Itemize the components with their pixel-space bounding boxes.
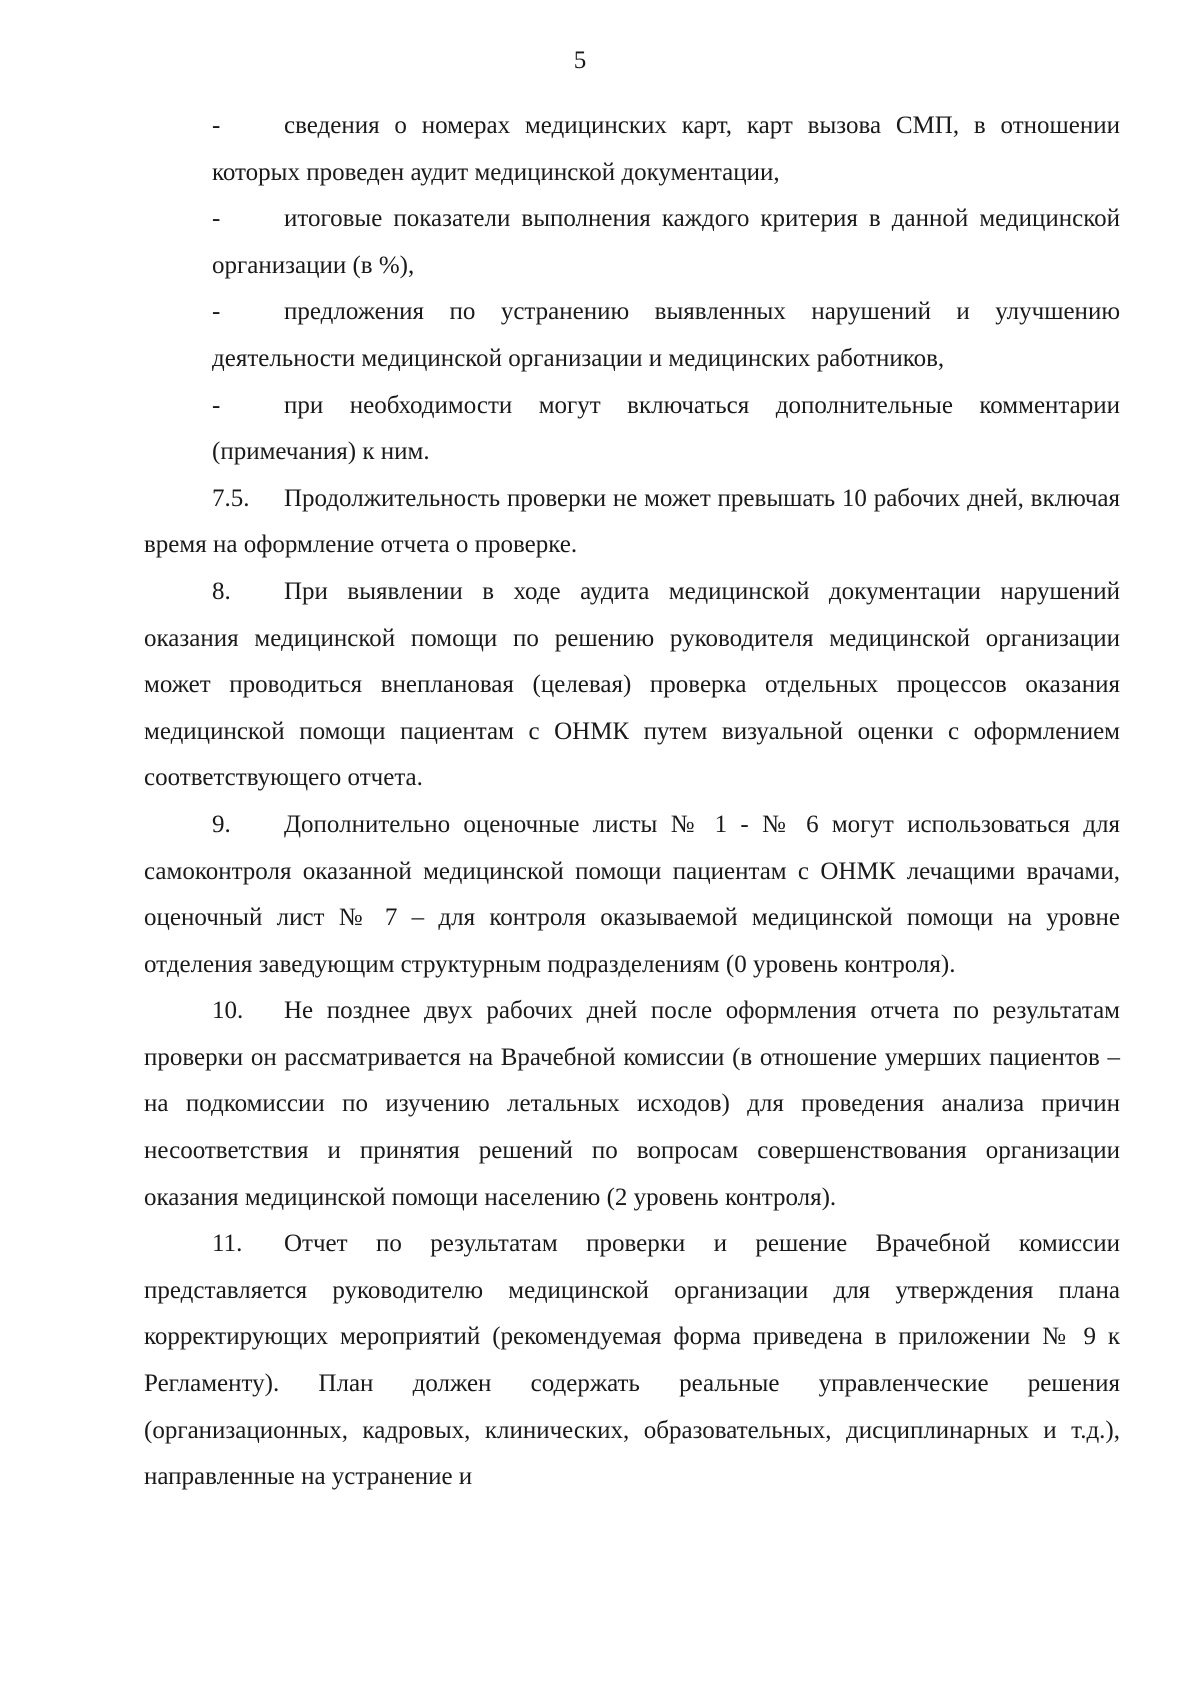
list-item bbox=[212, 196, 1120, 289]
paragraph-number: 7.5. bbox=[212, 484, 250, 512]
list-item-text: предложения по устранению выявленных нарушений и улучшению деятельности медицинской организации и медицинских работников, bbox=[212, 298, 1120, 372]
paragraph-number: 10. bbox=[212, 997, 244, 1025]
paragraph bbox=[144, 476, 1120, 569]
bullet-marker: - bbox=[212, 112, 221, 139]
list-item bbox=[212, 289, 1120, 382]
paragraph bbox=[144, 988, 1120, 1221]
list-item bbox=[212, 103, 1120, 196]
paragraph-text: Отчет по результатам проверки и решение Врачебной комиссии представляется руководителю медицинской организации для утверждения плана корректирующих мероприятий (рекомендуемая форма приведена в приложении № 9 к Регламенту). План должен содержать реальные управленческие решения (организационных, кадровых, клинических, образовательных, дисциплинарных и т.д.), направленные на устранение и bbox=[144, 1230, 1120, 1491]
paragraph-number: 9. bbox=[212, 810, 231, 838]
bullet-marker: - bbox=[212, 205, 221, 233]
paragraph bbox=[144, 569, 1120, 802]
document-body bbox=[144, 103, 1120, 1501]
list-item bbox=[212, 383, 1120, 476]
bullet-marker: - bbox=[212, 298, 221, 326]
paragraph-text: При выявлении в ходе аудита медицинской документации нарушений оказания медицинской помощи по решению руководителя медицинской организации может проводиться внеплановая (целевая) проверка отдельных процессов оказания медицинской помощи пациентам с ОНМК путем визуальной оценки с оформлением соответствующего отчета. bbox=[144, 577, 1120, 792]
paragraph-text: Дополнительно оценочные листы № 1 - № 6 могут использоваться для самоконтроля оказанной медицинской помощи пациентам с ОНМК лечащими врачами, оценочный лист № 7 – для контроля оказываемой медицинской помощи на уровне отделения заведующим структурным подразделениям (0 уровень контроля). bbox=[144, 810, 1120, 978]
list-item-text: итоговые показатели выполнения каждого критерия в данной медицинской организации (в %), bbox=[212, 205, 1120, 279]
page-number: 5 bbox=[573, 47, 587, 74]
paragraph-number: 8. bbox=[212, 577, 231, 605]
list-item-text: сведения о номерах медицинских карт, карт вызова СМП, в отношении которых проведен аудит медицинской документации, bbox=[212, 112, 1120, 186]
bullet-marker: - bbox=[212, 391, 221, 419]
paragraph bbox=[144, 1221, 1120, 1501]
paragraph bbox=[144, 802, 1120, 988]
list-item-text: при необходимости могут включаться дополнительные комментарии (примечания) к ним. bbox=[212, 391, 1120, 466]
paragraph-text: Не позднее двух рабочих дней после оформления отчета по результатам проверки он рассматривается на Врачебной комиссии (в отношение умерших пациентов – на подкомиссии по изучению летальных исходов) для проведения анализа причин несоответствия и принятия решений по вопросам совершенствования организации оказания медицинской помощи населению (2 уровень контроля). bbox=[144, 997, 1120, 1211]
paragraph-text: Продолжительность проверки не может превышать 10 рабочих дней, включая время на оформление отчета о проверке. bbox=[144, 484, 1120, 559]
paragraph-number: 11. bbox=[212, 1230, 243, 1258]
